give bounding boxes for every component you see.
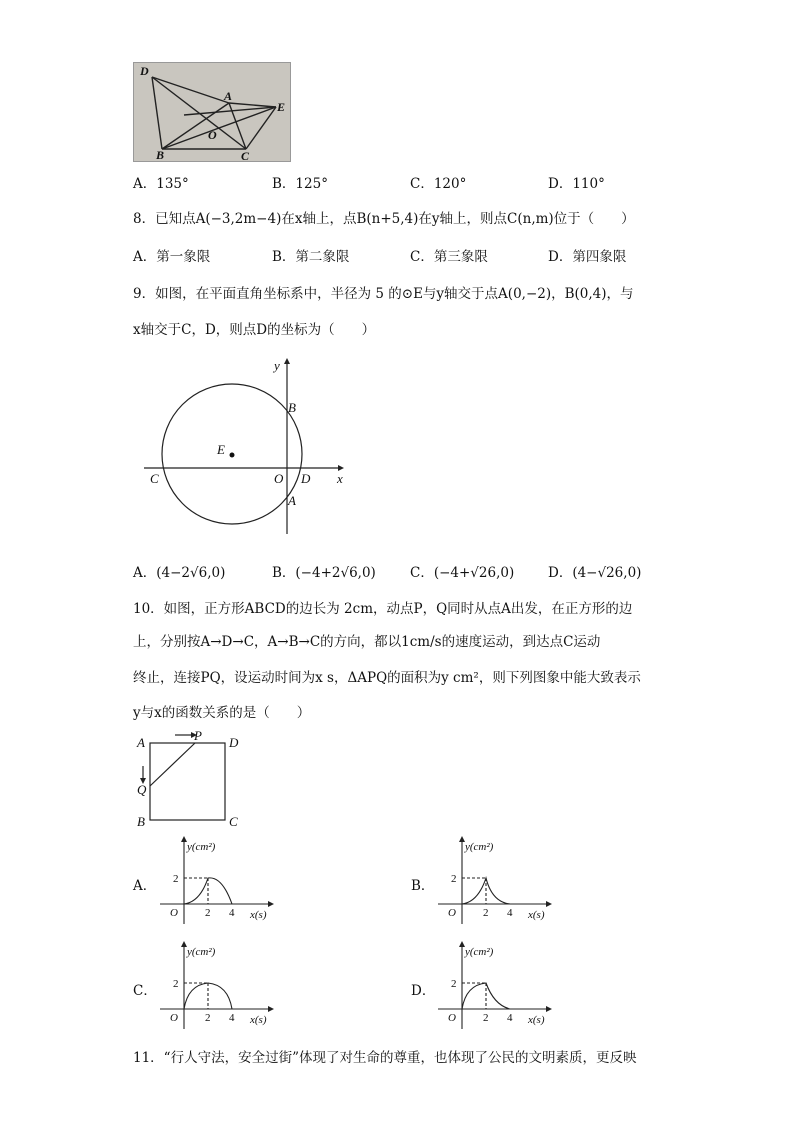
q7-figure <box>134 63 290 161</box>
q7-label-b: B <box>156 148 165 161</box>
q10-graph-b-origin: O <box>448 907 456 919</box>
q10-graph-b-ytick: 2 <box>451 873 457 885</box>
q10-stem-line3: 终止，连接PQ，设运动时间为x s，ΔAPQ的面积为y cm²，则下列图象中能大致表示 <box>133 670 641 686</box>
q10-label-q: Q <box>137 782 147 797</box>
q10-option-a: A． <box>133 878 157 894</box>
q10-graph-d-origin: O <box>448 1012 456 1024</box>
q10-graph-c-xtick1: 2 <box>205 1012 211 1024</box>
q10-graph-d-xtick1: 2 <box>483 1012 489 1024</box>
q10-graph-d <box>434 941 564 1033</box>
q10-stem-line1: 10．如图，正方形ABCD的边长为 2cm，动点P，Q同时从点A出发，在正方形的边 <box>133 601 633 617</box>
q10-graph-c <box>156 941 286 1033</box>
q10-label-b: B <box>137 814 145 829</box>
q7-option-a: A．135° <box>133 176 189 192</box>
q7-option-b: B．125° <box>272 176 328 192</box>
q10-option-c: C． <box>133 983 157 999</box>
q10-stem-line2: 上，分别按A→D→C，A→B→C的方向，都以1cm/s的速度运动，到达点C运动 <box>133 634 601 650</box>
q10-graph-c-xtick2: 4 <box>229 1012 235 1024</box>
q9-label-x: x <box>337 471 343 486</box>
q10-graph-d-xtick2: 4 <box>507 1012 513 1024</box>
q10-graph-c-ytick: 2 <box>173 978 179 990</box>
q10-graph-b-ylabel: y(cm²) <box>465 841 494 853</box>
q9-option-c: C．(−4+√26,0) <box>410 565 515 581</box>
q10-graph-c-ylabel: y(cm²) <box>187 946 216 958</box>
q9-label-e: E <box>217 442 225 457</box>
q10-graph-a-ylabel: y(cm²) <box>187 841 216 853</box>
q9-label-b: B <box>288 400 296 415</box>
q9-label-d: D <box>301 471 311 486</box>
q10-graph-a <box>156 836 286 928</box>
q9-stem-line2: x轴交于C，D，则点D的坐标为（ ） <box>133 322 376 338</box>
q10-graph-c-origin: O <box>170 1012 178 1024</box>
q9-label-c: C <box>150 471 159 486</box>
q10-graph-a-xtick1: 2 <box>205 907 211 919</box>
q10-graph-c-xlabel: x(s) <box>250 1014 267 1026</box>
q7-label-o: O <box>208 128 217 142</box>
q7-label-c: C <box>241 149 250 161</box>
q10-option-d: D． <box>411 983 436 999</box>
q10-square-figure <box>133 728 253 832</box>
q9-center-e <box>230 453 235 458</box>
q10-graph-d-ylabel: y(cm²) <box>465 946 494 958</box>
q10-label-p: P <box>194 728 202 743</box>
q10-graph-b-xlabel: x(s) <box>528 909 545 921</box>
q8-option-a: A．第一象限 <box>133 249 211 265</box>
q8-option-b: B．第二象限 <box>272 249 350 265</box>
q7-label-a: A <box>224 89 233 103</box>
q10-graph-d-ytick: 2 <box>451 978 457 990</box>
q10-graph-b-xtick2: 4 <box>507 907 513 919</box>
q10-graph-b-xtick1: 2 <box>483 907 489 919</box>
q9-option-b: B．(−4+2√6,0) <box>272 565 376 581</box>
q10-graph-a-xlabel: x(s) <box>250 909 267 921</box>
q7-label-d: D <box>140 64 149 78</box>
q9-option-a: A．(4−2√6,0) <box>133 565 226 581</box>
q7-figure-photo <box>133 62 291 162</box>
q10-stem-line4: y与x的函数关系的是（ ） <box>133 705 311 721</box>
q9-figure <box>140 356 350 536</box>
q7-option-c: C．120° <box>410 176 467 192</box>
q9-label-a: A <box>288 493 296 508</box>
q10-graph-d-xlabel: x(s) <box>528 1014 545 1026</box>
q11-stem-line1: 11．“行人守法，安全过街”体现了对生命的尊重，也体现了公民的文明素质，更反映 <box>133 1050 637 1066</box>
q10-graph-b <box>434 836 564 928</box>
q9-stem-line1: 9．如图，在平面直角坐标系中，半径为 5 的⊙E与y轴交于点A(0,−2)，B(0,4)，与 <box>133 286 634 302</box>
q7-label-e: E <box>277 100 286 114</box>
q10-graph-a-ytick: 2 <box>173 873 179 885</box>
q10-graph-a-origin: O <box>170 907 178 919</box>
q10-label-c: C <box>229 814 238 829</box>
q7-option-d: D．110° <box>548 176 605 192</box>
q10-label-d: D <box>229 735 239 750</box>
q9-label-y: y <box>274 358 280 373</box>
q10-option-b: B． <box>411 878 435 894</box>
q8-stem: 8．已知点A(−3,2m−4)在x轴上，点B(n+5,4)在y轴上，则点C(n,m)位于（ ） <box>133 211 635 227</box>
q9-label-o: O <box>274 471 284 486</box>
q8-option-c: C．第三象限 <box>410 249 488 265</box>
q10-graph-a-xtick2: 4 <box>229 907 235 919</box>
q8-option-d: D．第四象限 <box>548 249 627 265</box>
q9-option-d: D．(4−√26,0) <box>548 565 642 581</box>
q10-label-a: A <box>137 735 145 750</box>
